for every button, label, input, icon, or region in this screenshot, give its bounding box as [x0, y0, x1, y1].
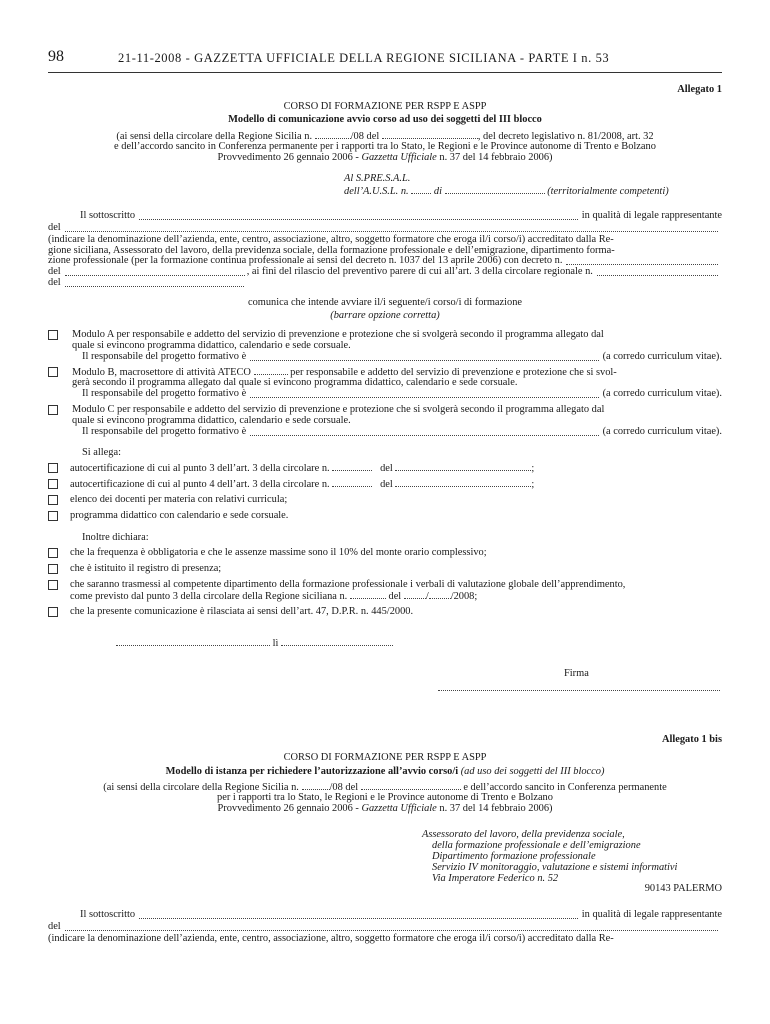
blank-field[interactable] [315, 130, 351, 139]
declaration-3-text-2: come previsto dal punto 3 della circolare della Regione siciliana n. del / /2008; [70, 591, 478, 602]
module-b-responsible: Il responsabile del progetto formativo è (a corredo curriculum vitae). [82, 388, 722, 399]
attachment-1-text: autocertificazione di cui al punto 3 dell’art. 3 della circolare n. del ; [70, 463, 535, 474]
attachments-heading: Si allega: [82, 447, 121, 458]
model-title: Modello di comunicazione avvio corso ad uso dei soggetti del III blocco [228, 114, 542, 125]
ateco-field[interactable] [254, 366, 288, 375]
org-name-field[interactable] [65, 223, 718, 232]
attachment-3-checkbox[interactable] [48, 495, 58, 505]
instruction-line-5: del [48, 277, 248, 289]
addressee-line-1: Al S.PRE.S.A.L. [344, 173, 411, 184]
module-c-checkbox[interactable] [48, 405, 58, 415]
address-line-1: Assessorato del lavoro, della previdenza sociale, [422, 829, 625, 840]
signer-name-field[interactable] [139, 211, 578, 220]
declaration-1-checkbox[interactable] [48, 548, 58, 558]
gazette-page [48, 0, 722, 1024]
signer-name-field[interactable] [139, 910, 578, 919]
course-title-bis: CORSO DI FORMAZIONE PER RSPP E ASPP [283, 752, 487, 763]
org-name-field[interactable] [65, 922, 718, 931]
address-line-6: 90143 PALERMO [644, 883, 722, 894]
declaration-3-checkbox[interactable] [48, 580, 58, 590]
org-line: del [48, 222, 722, 234]
declarations-heading: Inoltre dichiara: [82, 532, 149, 543]
choose-option-note: (barrare opzione corretta) [330, 310, 440, 321]
page-number: 98 [48, 48, 64, 65]
reference-line-3: Provvedimento 26 gennaio 2006 - Gazzetta Ufficiale n. 37 del 14 febbraio 2006) [217, 152, 553, 163]
blank-field[interactable] [332, 478, 372, 487]
addressee-line-2: dell’A.U.S.L. n. di (territorialmente competenti) [344, 186, 669, 197]
reference-line-1: (ai sensi della circolare della Regione Sicilia n. /08 del , del decreto legislativo n. 81/2008, art. 32 [116, 131, 654, 142]
course-title: CORSO DI FORMAZIONE PER RSPP E ASPP [283, 101, 487, 112]
attachment-1-checkbox[interactable] [48, 463, 58, 473]
declaration-2-text: che è istituito il registro di presenza; [70, 563, 222, 574]
blank-field[interactable] [411, 185, 431, 194]
blank-field[interactable] [404, 590, 426, 599]
attachment-3-text: elenco dei docenti per materia con relativi curricula; [70, 494, 288, 505]
signer-line: Il sottoscritto in qualità di legale rappresentante [80, 210, 722, 221]
reference-line-2: e dell’accordo sancito in Conferenza permanente per i rapporti tra lo Stato, le Regioni e le Province autonome di Trento e Bolzano [114, 141, 656, 152]
signature-label: Firma [564, 668, 589, 679]
blank-field[interactable] [445, 185, 545, 194]
module-a-responsible: Il responsabile del progetto formativo è (a corredo curriculum vitae). [82, 351, 722, 362]
signature-line [438, 682, 720, 695]
module-b-text-2: gerà secondo il programma allegato dal quale si evincono programma didattico, calendario e sede corsuale. [72, 377, 518, 388]
attachment-2-checkbox[interactable] [48, 479, 58, 489]
instruction-line-4: del , ai fini del rilascio del preventivo parere di cui all’art. 3 della circolare regionale n. [48, 266, 722, 278]
model-title-bis: Modello di istanza per richiedere l’autorizzazione all’avvio corso/i (ad uso dei soggetti del III blocco) [165, 766, 605, 777]
reference-line-bis-1: (ai sensi della circolare della Regione Sicilia n. /08 del e dell’accordo sancito in Conferenza permanente [103, 782, 667, 793]
attachment-4-checkbox[interactable] [48, 511, 58, 521]
gazette-title: 21-11-2008 - GAZZETTA UFFICIALE DELLA REGIONE SICILIANA - PARTE I n. 53 [118, 51, 610, 65]
reference-line-bis-3: Provvedimento 26 gennaio 2006 - Gazzetta Ufficiale n. 37 del 14 febbraio 2006) [217, 803, 553, 814]
allegato-1-bis-label: Allegato 1 bis [661, 734, 722, 745]
instruction-line-1: (indicare la denominazione dell’azienda, ente, centro, associazione, altro, soggetto formatore che eroga il/i corso/i) accreditato dalla Re- [48, 234, 614, 245]
page-header [48, 48, 722, 70]
blank-field[interactable] [395, 478, 531, 487]
instruction-line-bis-1: (indicare la denominazione dell’azienda, ente, centro, associazione, altro, soggetto formatore che eroga il/i corso/i) accreditato dalla Re- [48, 933, 614, 944]
module-a-text-1: Modulo A per responsabile e addetto del servizio di prevenzione e protezione che si svolgerà secondo il programma allegato dal [72, 329, 604, 340]
address-line-2: della formazione professionale e dell’emigrazione [432, 840, 641, 851]
blank-field[interactable] [382, 130, 478, 139]
responsible-name-field[interactable] [250, 352, 598, 361]
decree-number-field[interactable] [566, 256, 718, 265]
instruction-line-3: zione professionale (per la formazione continua professionale ai sensi del decreto n. 1037 del 13 aprile 2006) con decreto n. [48, 255, 722, 267]
module-c-text-1: Modulo C per responsabile e addetto del servizio di prevenzione e protezione che si svolgerà secondo il programma allegato dal [72, 404, 605, 415]
circular-number-field[interactable] [597, 267, 718, 276]
module-b-checkbox[interactable] [48, 367, 58, 377]
attachment-2-text: autocertificazione di cui al punto 4 dell’art. 3 della circolare n. del ; [70, 479, 535, 490]
responsible-name-field[interactable] [250, 427, 598, 436]
blank-field[interactable] [395, 462, 531, 471]
module-c-responsible: Il responsabile del progetto formativo è (a corredo curriculum vitae). [82, 426, 722, 437]
module-c-text-2: quale si evincono programma didattico, calendario e sede corsuale. [72, 415, 351, 426]
allegato-1-label: Allegato 1 [677, 84, 722, 95]
blank-field[interactable] [65, 267, 245, 276]
address-line-3: Dipartimento formazione professionale [432, 851, 596, 862]
declaration-1-text: che la frequenza è obbligatoria e che le assenze massime sono il 10% del monte orario complessivo; [70, 547, 487, 558]
place-date-line: lì [116, 637, 393, 650]
reference-line-bis-2: per i rapporti tra lo Stato, le Regioni e le Province autonome di Trento e Bolzano [217, 792, 553, 803]
blank-field[interactable] [429, 590, 451, 599]
declaration-4-checkbox[interactable] [48, 607, 58, 617]
responsible-name-field[interactable] [250, 389, 598, 398]
header-rule [48, 72, 722, 73]
place-field[interactable] [116, 637, 270, 646]
instruction-line-2: gione siciliana, Assessorato del lavoro, della previdenza sociale, della formazione professionale e dell’emigrazione, dipartimento forma- [48, 245, 615, 256]
blank-field[interactable] [361, 781, 461, 790]
blank-field[interactable] [302, 781, 330, 790]
module-a-text-2: quale si evincono programma didattico, calendario e sede corsuale. [72, 340, 351, 351]
blank-field[interactable] [332, 462, 372, 471]
attachment-4-text: programma didattico con calendario e sede corsuale. [70, 510, 289, 521]
module-b-text-1: Modulo B, macrosettore di attività ATECO per responsabile e addetto del servizio di prevenzione e protezione che si svol- [72, 367, 617, 378]
declaration-3-text: che saranno trasmessi al competente dipartimento della formazione professionale i verbali di valutazione globale dell’apprendimento, [70, 579, 626, 590]
signature-field[interactable] [438, 682, 720, 691]
address-line-4: Servizio IV monitoraggio, valutazione e sistemi informativi [432, 862, 678, 873]
signer-line-bis: Il sottoscritto in qualità di legale rappresentante [80, 909, 722, 920]
declaration-2-checkbox[interactable] [48, 564, 58, 574]
module-a-checkbox[interactable] [48, 330, 58, 340]
org-line-bis: del [48, 921, 722, 933]
declaration-4-text: che la presente comunicazione è rilasciata ai sensi dell’art. 47, D.P.R. n. 445/2000. [70, 606, 414, 617]
date-field[interactable] [281, 637, 393, 646]
blank-field[interactable] [350, 590, 386, 599]
address-line-5: Via Imperatore Federico n. 52 [432, 873, 559, 884]
communicates-line: comunica che intende avviare il/i seguente/i corso/i di formazione [247, 297, 523, 308]
date-field[interactable] [65, 278, 244, 287]
